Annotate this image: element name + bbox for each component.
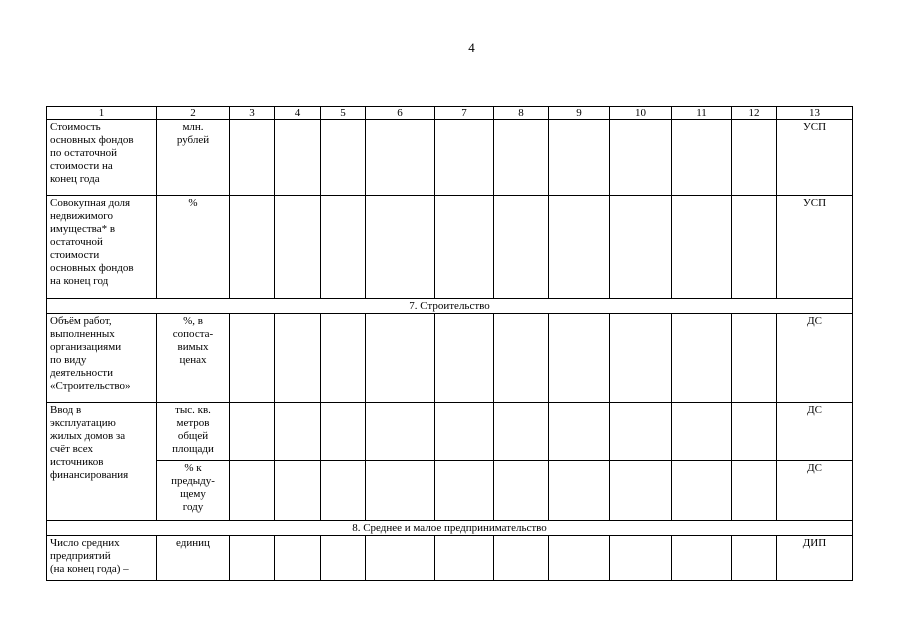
value-cell [435, 120, 494, 196]
value-cell [275, 120, 321, 196]
table-row [47, 120, 853, 196]
value-cell [366, 120, 435, 196]
value-cell [672, 461, 732, 521]
section-row [47, 299, 853, 314]
value-cell [435, 403, 494, 461]
table-row [47, 461, 853, 521]
value-cell [366, 461, 435, 521]
value-cell [494, 196, 549, 299]
table-row [47, 196, 853, 299]
value-cell [549, 314, 610, 403]
unit-cell: % к предыду- щему году [157, 461, 230, 521]
indicator-cell: Ввод в эксплуатацию жилых домов за счёт всех источников финансирования [47, 403, 157, 521]
table-row [47, 403, 853, 461]
value-cell [610, 461, 672, 521]
unit-cell: млн. рублей [157, 120, 230, 196]
section-title-construction: 7. Строительство [47, 299, 853, 314]
value-cell [366, 314, 435, 403]
section-title-business: 8. Среднее и малое предпринимательство [47, 521, 853, 536]
source-cell: УСП [777, 196, 853, 299]
column-header: 10 [610, 107, 672, 120]
value-cell [494, 403, 549, 461]
source-cell: ДС [777, 461, 853, 521]
value-cell [435, 196, 494, 299]
source-cell: ДИП [777, 536, 853, 581]
value-cell [610, 403, 672, 461]
unit-cell: единиц [157, 536, 230, 581]
column-header: 11 [672, 107, 732, 120]
value-cell [435, 461, 494, 521]
value-cell [672, 120, 732, 196]
value-cell [732, 461, 777, 521]
unit-cell: %, в сопоста- вимых ценах [157, 314, 230, 403]
value-cell [610, 196, 672, 299]
column-header: 6 [366, 107, 435, 120]
indicator-cell: Стоимость основных фондов по остаточной стоимости на конец года [47, 120, 157, 196]
value-cell [672, 196, 732, 299]
unit-cell: тыс. кв. метров общей площади [157, 403, 230, 461]
value-cell [672, 403, 732, 461]
value-cell [549, 120, 610, 196]
value-cell [275, 536, 321, 581]
value-cell [230, 461, 275, 521]
value-cell [230, 314, 275, 403]
value-cell [366, 403, 435, 461]
column-header: 2 [157, 107, 230, 120]
source-cell: ДС [777, 403, 853, 461]
value-cell [494, 120, 549, 196]
column-header: 5 [321, 107, 366, 120]
indicator-cell: Объём работ, выполненных организациями по виду деятельности «Строительство» [47, 314, 157, 403]
value-cell [672, 314, 732, 403]
column-header: 4 [275, 107, 321, 120]
value-cell [732, 403, 777, 461]
value-cell [321, 196, 366, 299]
value-cell [732, 196, 777, 299]
column-header-row [47, 107, 853, 120]
value-cell [494, 536, 549, 581]
indicator-cell: Число средних предприятий (на конец года) – [47, 536, 157, 581]
table-row [47, 314, 853, 403]
value-cell [732, 314, 777, 403]
value-cell [610, 314, 672, 403]
value-cell [230, 403, 275, 461]
column-header: 8 [494, 107, 549, 120]
unit-cell: % [157, 196, 230, 299]
column-header: 3 [230, 107, 275, 120]
value-cell [321, 314, 366, 403]
value-cell [494, 314, 549, 403]
value-cell [435, 536, 494, 581]
value-cell [321, 461, 366, 521]
value-cell [321, 403, 366, 461]
value-cell [366, 196, 435, 299]
value-cell [610, 536, 672, 581]
value-cell [230, 120, 275, 196]
value-cell [275, 403, 321, 461]
value-cell [549, 461, 610, 521]
value-cell [494, 461, 549, 521]
column-header: 12 [732, 107, 777, 120]
page-number: 4 [468, 40, 475, 55]
value-cell [549, 196, 610, 299]
value-cell [230, 536, 275, 581]
column-header: 7 [435, 107, 494, 120]
value-cell [275, 461, 321, 521]
value-cell [275, 196, 321, 299]
value-cell [275, 314, 321, 403]
indicator-cell: Совокупная доля недвижимого имущества* в остаточной стоимости основных фондов на конец год [47, 196, 157, 299]
column-header: 9 [549, 107, 610, 120]
source-cell: УСП [777, 120, 853, 196]
value-cell [321, 120, 366, 196]
value-cell [549, 403, 610, 461]
statistics-table [46, 106, 853, 581]
value-cell [435, 314, 494, 403]
value-cell [321, 536, 366, 581]
column-header: 1 [47, 107, 157, 120]
value-cell [732, 536, 777, 581]
value-cell [366, 536, 435, 581]
value-cell [732, 120, 777, 196]
section-row [47, 521, 853, 536]
value-cell [610, 120, 672, 196]
value-cell [549, 536, 610, 581]
column-header: 13 [777, 107, 853, 120]
source-cell: ДС [777, 314, 853, 403]
value-cell [230, 196, 275, 299]
table-row [47, 536, 853, 581]
value-cell [672, 536, 732, 581]
